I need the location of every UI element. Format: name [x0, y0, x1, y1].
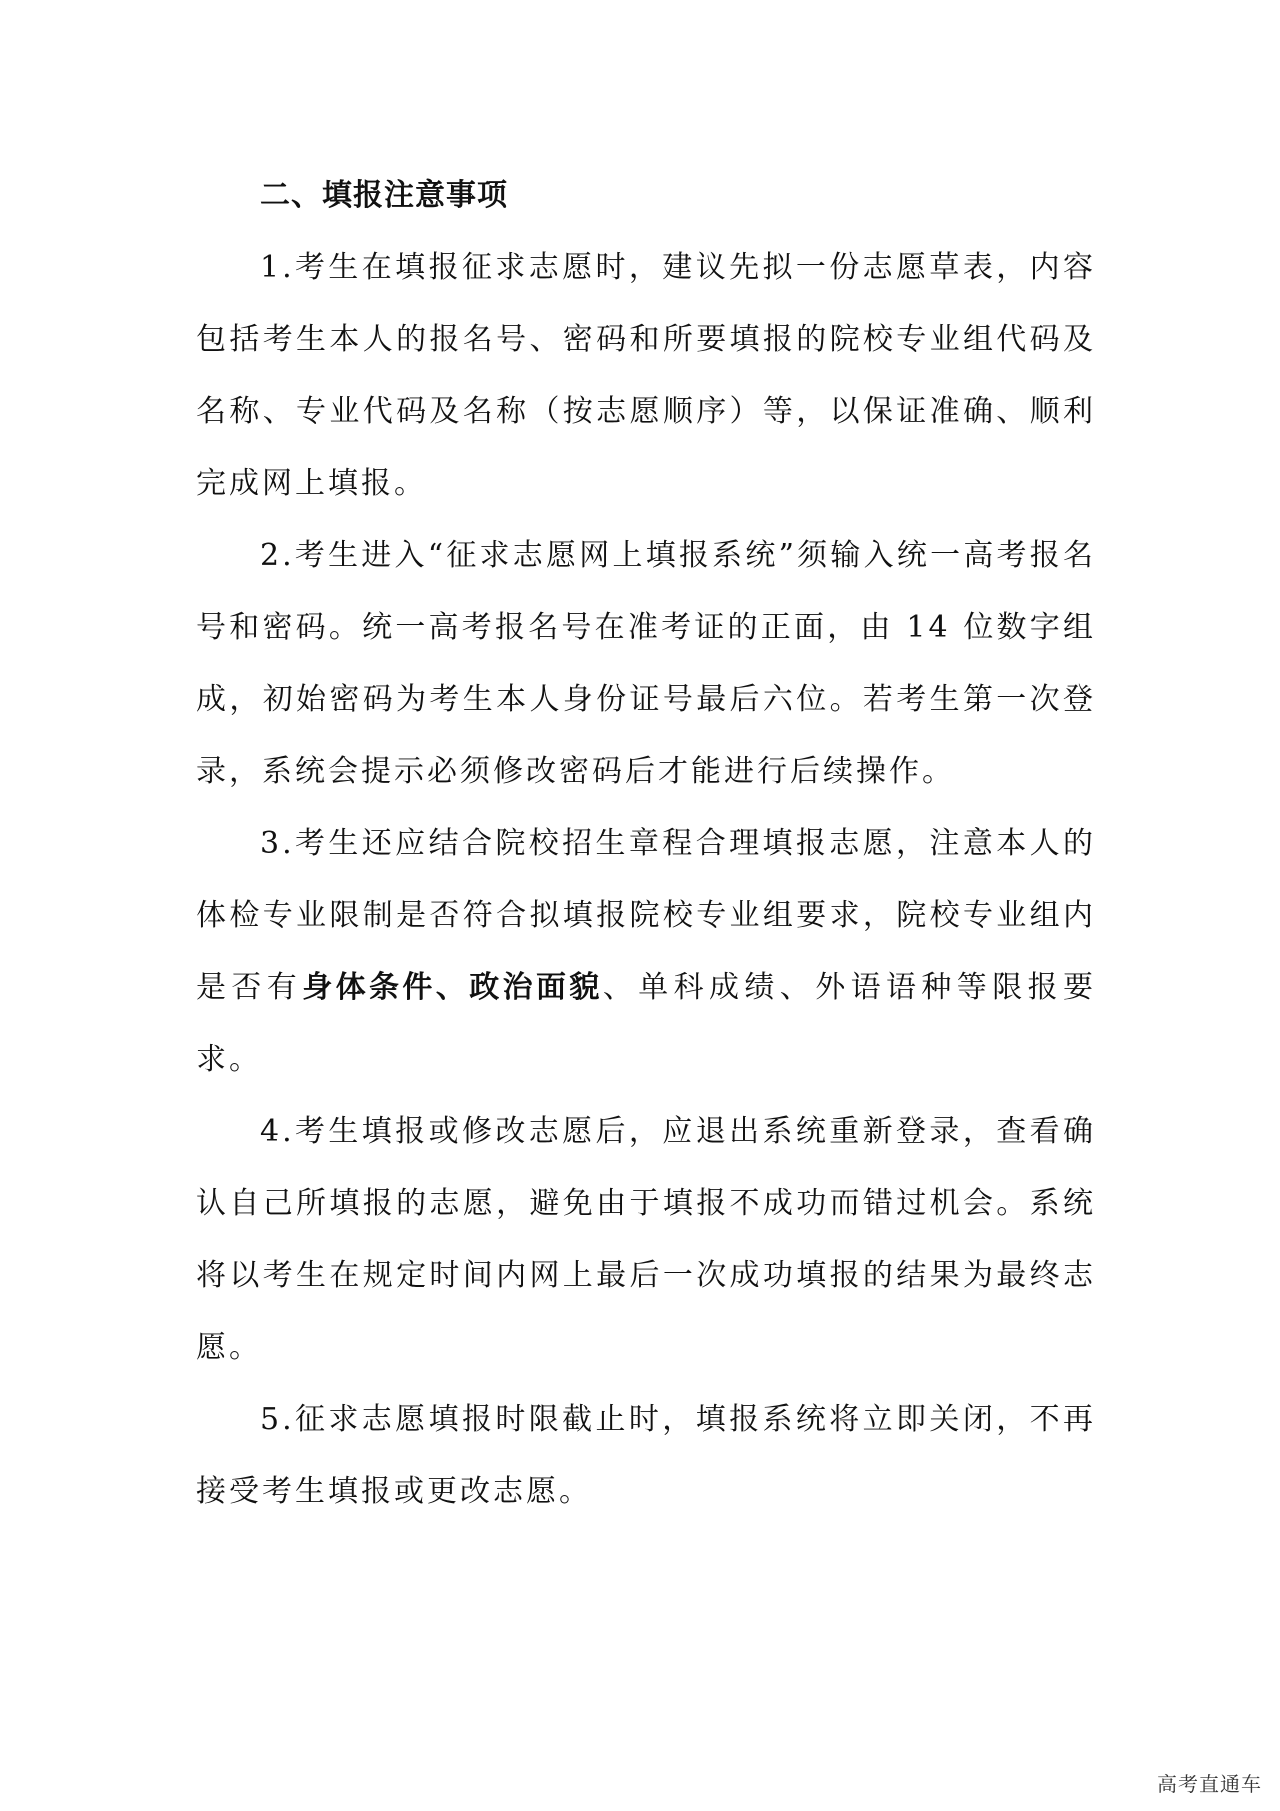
notice-item-3-text-before: 3.考生还应结合院校招生章程合理填报志愿，注意本人的体检专业限制是否符合拟填报院校专业组要求，院校专业组内是否有: [196, 826, 1096, 1005]
notice-item-3: [196, 808, 1096, 1096]
notice-item-3-bold-text: 身体条件、政治面貌: [302, 970, 603, 1005]
document-body: [196, 160, 1096, 1528]
watermark: 高考直通车: [1157, 1772, 1262, 1796]
notice-item-3-text-after: 、单科成绩、外语语种等限报要求。: [196, 970, 1097, 1077]
notice-item-1: 1.考生在填报征求志愿时，建议先拟一份志愿草表，内容包括考生本人的报名号、密码和所要填报的院校专业组代码及名称、专业代码及名称（按志愿顺序）等，以保证准确、顺利完成网上填报。: [196, 250, 1096, 501]
notice-item-4: 4.考生填报或修改志愿后，应退出系统重新登录，查看确认自己所填报的志愿，避免由于填报不成功而错过机会。系统将以考生在规定时间内网上最后一次成功填报的结果为最终志愿。: [196, 1114, 1096, 1365]
notice-item-5: 5.征求志愿填报时限截止时，填报系统将立即关闭，不再接受考生填报或更改志愿。: [196, 1402, 1096, 1509]
notice-item-2: 2.考生进入“征求志愿网上填报系统”须输入统一高考报名号和密码。统一高考报名号在准考证的正面，由 14 位数字组成，初始密码为考生本人身份证号最后六位。若考生第一次登录，系统会提示必须修改密码后才能进行后续操作。: [196, 538, 1096, 789]
section-heading: 二、填报注意事项: [260, 178, 508, 213]
